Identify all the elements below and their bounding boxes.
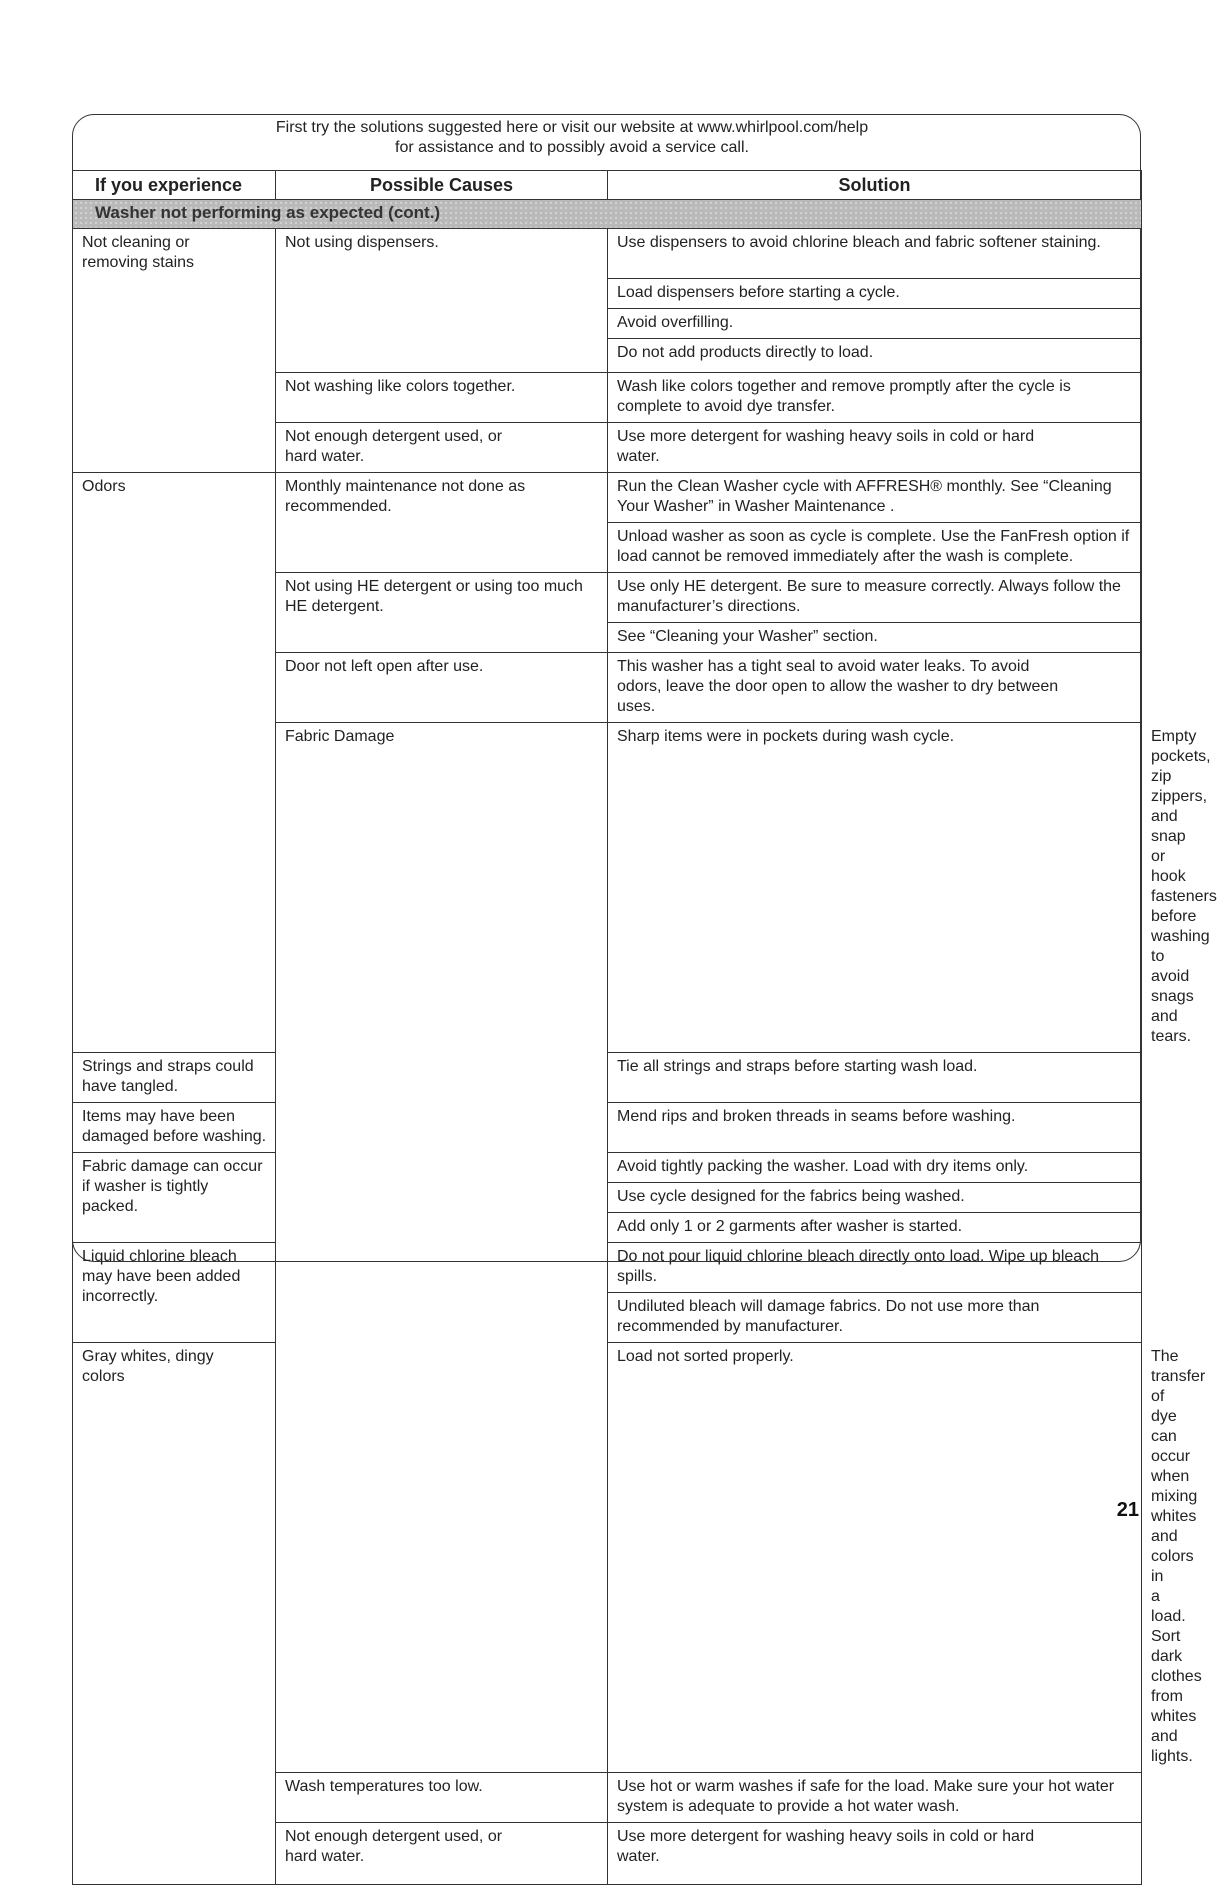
solution-cell: Use dispensers to avoid chlorine bleach and fabric softener staining. [608, 229, 1142, 279]
symptom-odors: Odors [73, 473, 276, 1053]
solution-cell: Use hot or warm washes if safe for the load. Make sure your hot water system is adequate to provide a hot water wash. [608, 1773, 1142, 1823]
solution-cell: Run the Clean Washer cycle with AFFRESH® monthly. See “Cleaning Your Washer” in Washer Maintenance . [608, 473, 1142, 523]
solution-cell: Wash like colors together and remove promptly after the cycle is complete to avoid dye transfer. [608, 373, 1142, 423]
solution-cell: Add only 1 or 2 garments after washer is started. [608, 1213, 1142, 1243]
solution-cell: Avoid overfilling. [608, 309, 1142, 339]
solution-cell: Tie all strings and straps before starting wash load. [608, 1053, 1142, 1103]
table-row [73, 1153, 1142, 1183]
symptom-gray-whites: Gray whites, dingy colors [73, 1343, 276, 1885]
cause-cell: Not enough detergent used, or hard water. [276, 423, 608, 473]
cause-cell: Liquid chlorine bleach may have been added incorrectly. [73, 1243, 276, 1343]
troubleshooting-table [72, 170, 1217, 1885]
solution-cell: Use more detergent for washing heavy soils in cold or hard water. [608, 423, 1142, 473]
solution-cell: Undiluted bleach will damage fabrics. Do not use more than recommended by manufacturer. [608, 1293, 1142, 1343]
solution-cell: Use more detergent for washing heavy soils in cold or hard water. [608, 1823, 1142, 1885]
table-row [73, 473, 1142, 523]
intro-line-1: First try the solutions suggested here or visit our website at www.whirlpool.com/help [275, 119, 869, 136]
solution-cell: Use cycle designed for the fabrics being washed. [608, 1183, 1142, 1213]
solution-cell: This washer has a tight seal to avoid water leaks. To avoid odors, leave the door open to allow the washer to dry between uses. [608, 653, 1142, 723]
cause-cell: Not enough detergent used, or hard water. [276, 1823, 608, 1885]
table-row: Fabric Damage Sharp items were in pockets during wash cycle. Empty pockets, zip zippers, and snap or hook fasteners before washing to avoid snags and tears. [73, 723, 1142, 1053]
section-title: Washer not performing as expected (cont.) [73, 200, 1142, 229]
cause-cell: Not using HE detergent or using too much HE detergent. [276, 573, 608, 653]
header-solution: Solution [608, 171, 1142, 200]
table-row: Gray whites, dingy colors Load not sorted properly. The transfer of dye can occur when mixing whites and colors in a load. Sort dark clothes from whites and lights. [73, 1343, 1142, 1773]
intro-line-2: for assistance and to possibly avoid a service call. [395, 139, 749, 156]
table-row [73, 229, 1142, 279]
cause-cell: Items may have been damaged before washing. [73, 1103, 276, 1153]
symptom-not-cleaning: Not cleaning or removing stains [73, 229, 276, 473]
page-number: 21 [1116, 1499, 1139, 1521]
solution-cell: Avoid tightly packing the washer. Load with dry items only. [608, 1153, 1142, 1183]
header-causes: Possible Causes [276, 171, 608, 200]
cause-cell: Not using dispensers. [276, 229, 608, 373]
cause-cell: Strings and straps could have tangled. [73, 1053, 276, 1103]
solution-cell: Do not pour liquid chlorine bleach directly onto load. Wipe up bleach spills. [608, 1243, 1142, 1293]
section-row [73, 200, 1142, 229]
cause-cell: Sharp items were in pockets during wash cycle. [608, 723, 1142, 1053]
solution-cell: Use only HE detergent. Be sure to measure correctly. Always follow the manufacturer’s directions. [608, 573, 1142, 623]
cause-cell: Monthly maintenance not done as recommended. [276, 473, 608, 573]
solution-cell: See “Cleaning your Washer” section. [608, 623, 1142, 653]
table-row [73, 1053, 1142, 1103]
cause-cell: Load not sorted properly. [608, 1343, 1142, 1773]
table-row [73, 1103, 1142, 1153]
cause-cell: Not washing like colors together. [276, 373, 608, 423]
table-row [73, 1243, 1142, 1293]
table-header-row [73, 171, 1142, 200]
cause-cell: Door not left open after use. [276, 653, 608, 723]
header-experience: If you experience [73, 171, 276, 200]
cause-cell: Wash temperatures too low. [276, 1773, 608, 1823]
solution-cell: Mend rips and broken threads in seams before washing. [608, 1103, 1142, 1153]
intro-text [72, 118, 1072, 158]
solution-cell: Load dispensers before starting a cycle. [608, 279, 1142, 309]
cause-cell: Fabric damage can occur if washer is tightly packed. [73, 1153, 276, 1243]
symptom-fabric-damage: Fabric Damage [276, 723, 608, 1773]
solution-cell: Do not add products directly to load. [608, 339, 1142, 373]
solution-cell: Unload washer as soon as cycle is complete. Use the FanFresh option if load cannot be removed immediately after the wash is complete. [608, 523, 1142, 573]
